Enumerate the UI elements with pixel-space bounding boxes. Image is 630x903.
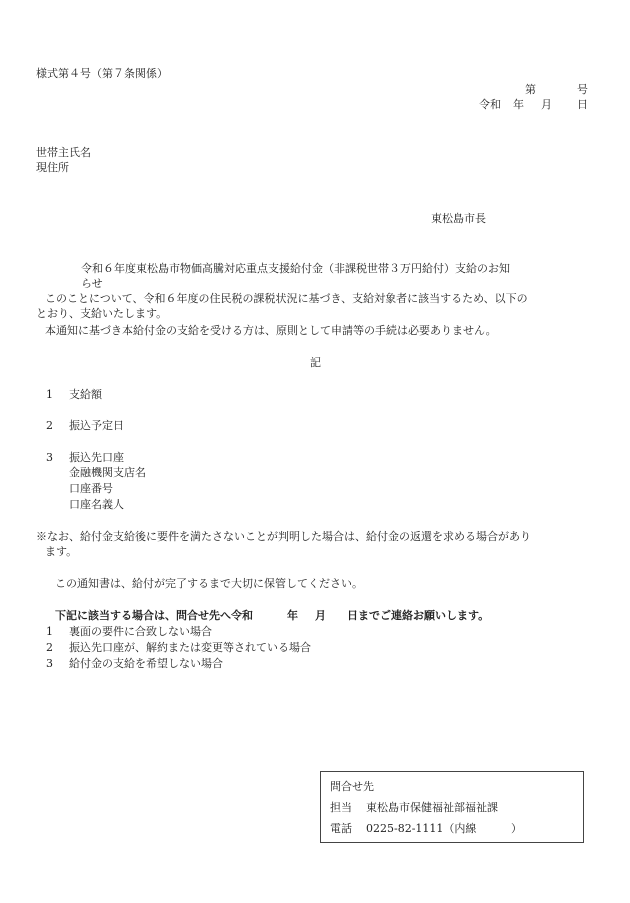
contact-request-nen: 年	[287, 609, 298, 622]
keep-notice: この通知書は、給付が完了するまで大切に保管してください。	[55, 577, 363, 590]
contact-dept-label: 担当	[330, 801, 352, 814]
bank-branch-label: 金融機関支店名	[69, 466, 146, 479]
condition-1-text: 裏面の要件に合致しない場合	[69, 625, 212, 638]
sender-mayor: 東松島市長	[431, 212, 486, 225]
subject-line-1: 令和６年度東松島市物価高騰対応重点支援給付金（非課税世帯３万円給付）支給のお知	[81, 262, 510, 275]
item-1-label: 支給額	[69, 388, 102, 401]
item-3-label: 振込先口座	[69, 451, 124, 464]
note-line-2: ます。	[45, 545, 78, 558]
date-hi: 日	[577, 98, 588, 111]
contact-title: 問合せ先	[330, 780, 374, 793]
body-paragraph-2: 本通知に基づき本給付金の支給を受ける方は、原則として申請等の手続は必要ありません。	[45, 324, 497, 337]
form-number: 様式第４号（第７条関係）	[36, 67, 168, 80]
contact-phone: 0225-82-1111（内線	[366, 822, 477, 835]
contact-request-part-1: 下記に該当する場合は、問合せ先へ令和	[55, 609, 253, 622]
contact-request-tsuki: 月	[315, 609, 326, 622]
condition-1-number: 1	[46, 625, 53, 638]
date-tsuki: 月	[541, 98, 552, 111]
doc-number-gou: 号	[577, 83, 588, 96]
subject-line-2: らせ	[81, 277, 103, 290]
condition-2-text: 振込先口座が、解約または変更等されている場合	[69, 641, 311, 654]
body-paragraph-1-line-1: このことについて、令和６年度の住民税の課税状況に基づき、支給対象者に該当するため、以下の	[45, 292, 528, 305]
date-reiwa: 令和	[479, 98, 501, 111]
item-3-number: 3	[46, 451, 53, 464]
address-label: 現住所	[36, 161, 69, 174]
householder-name-label: 世帯主氏名	[36, 146, 91, 159]
item-2-label: 振込予定日	[69, 419, 124, 432]
ki-heading: 記	[310, 356, 321, 369]
contact-phone-close: ）	[511, 822, 522, 835]
account-number-label: 口座番号	[69, 482, 113, 495]
item-1-number: 1	[46, 388, 53, 401]
contact-phone-label: 電話	[330, 822, 352, 835]
condition-2-number: 2	[46, 641, 53, 654]
body-paragraph-1-line-2: とおり、支給いたします。	[36, 307, 168, 320]
doc-number-dai: 第	[525, 83, 536, 96]
date-nen: 年	[513, 98, 524, 111]
note-line-1: ※なお、給付金支給後に要件を満たさないことが判明した場合は、給付金の返還を求める場合があり	[36, 530, 531, 543]
condition-3-number: 3	[46, 657, 53, 670]
condition-3-text: 給付金の支給を希望しない場合	[69, 657, 223, 670]
contact-request-part-4: 日までご連絡お願いします。	[347, 609, 490, 622]
item-2-number: 2	[46, 419, 53, 432]
contact-dept: 東松島市保健福祉部福祉課	[366, 801, 498, 814]
contact-box	[320, 771, 584, 843]
account-holder-label: 口座名義人	[69, 498, 124, 511]
